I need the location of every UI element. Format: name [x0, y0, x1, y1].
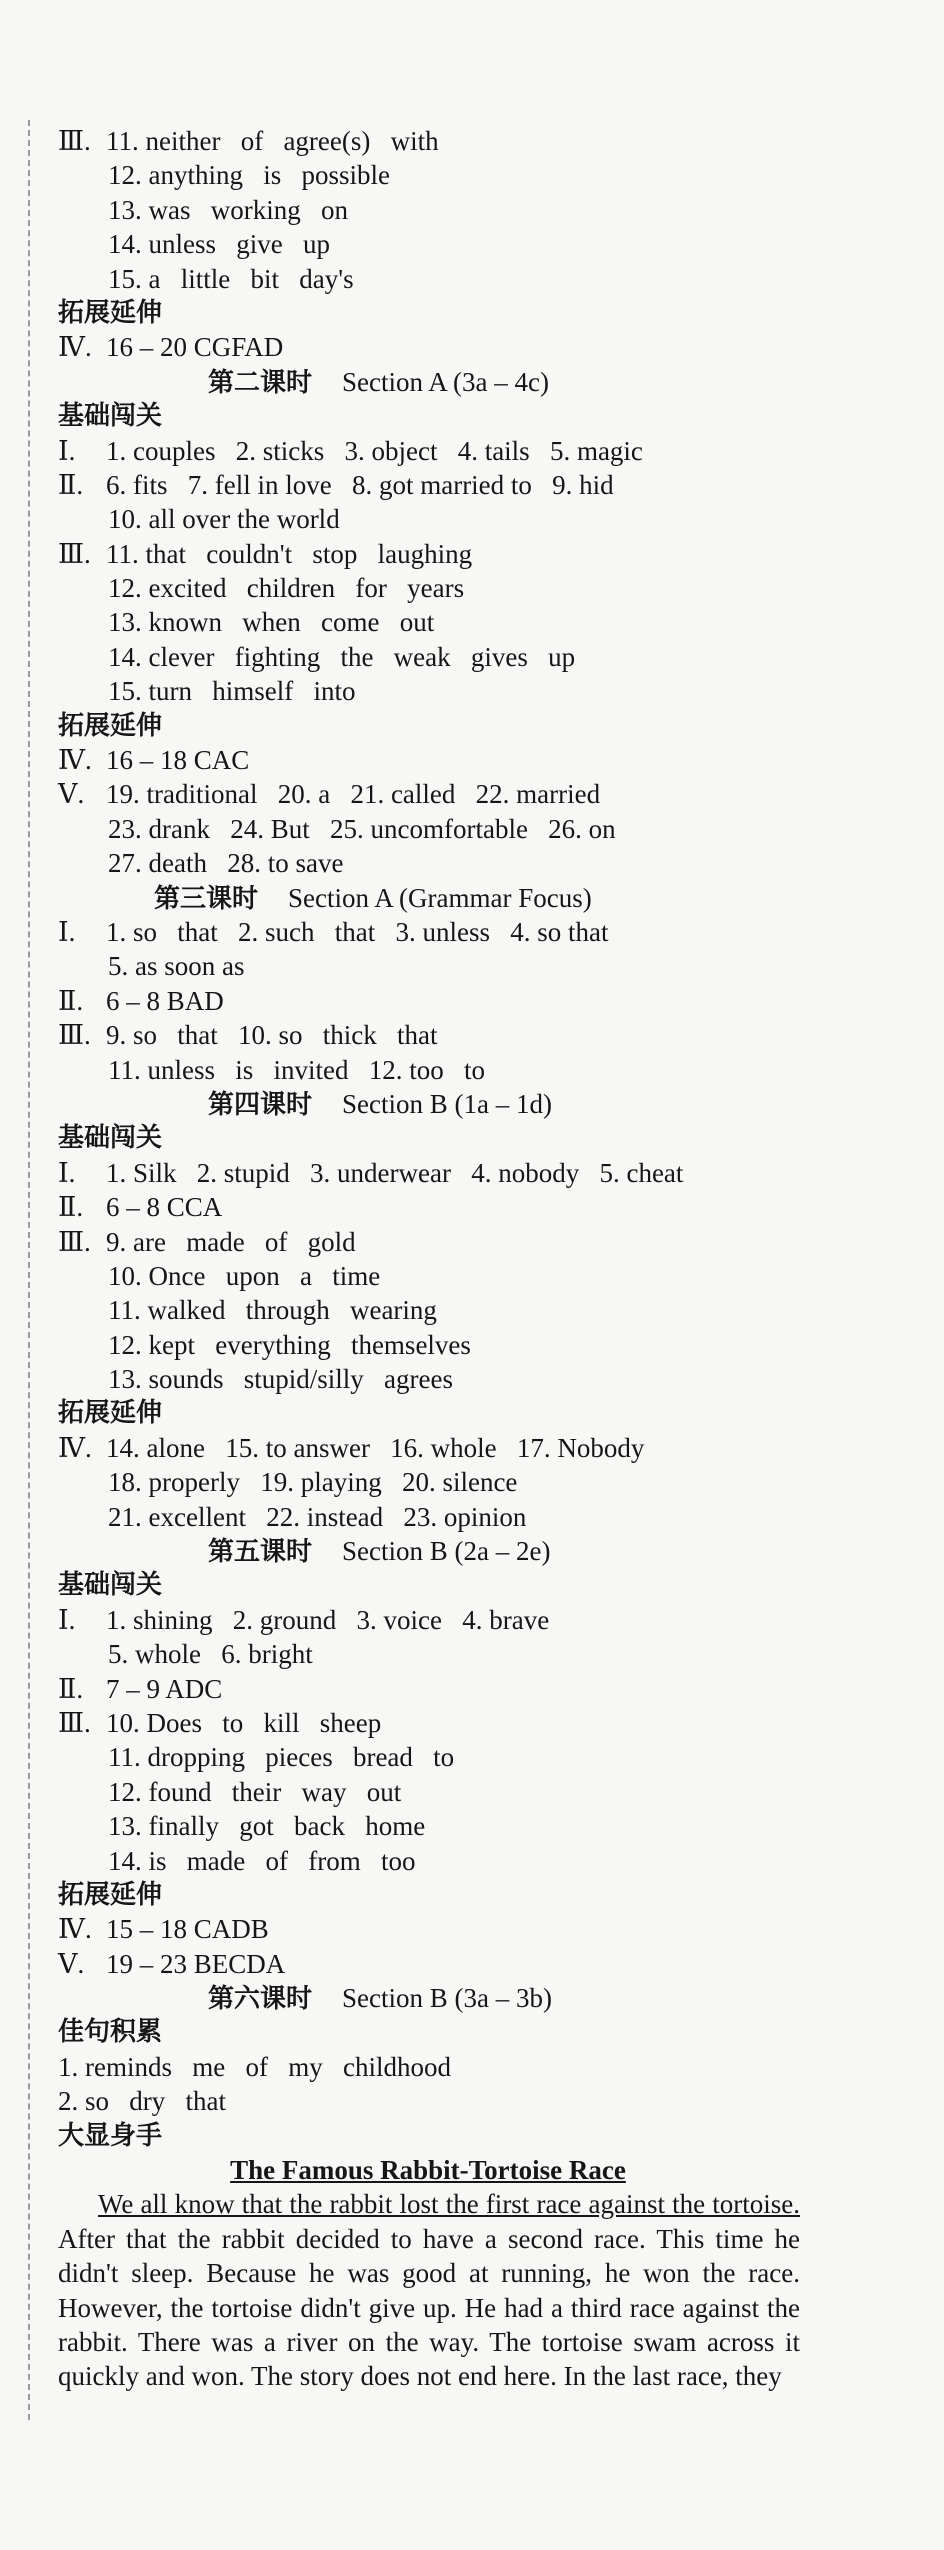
- answer-continuation: 21. excellent 22. instead 23. opinion: [108, 1501, 527, 1532]
- answer-continuation: 12. excited children for years: [108, 573, 465, 604]
- answer-item: [58, 1947, 818, 1981]
- answer-text: 6 – 8 BAD: [106, 985, 224, 1016]
- lesson-section: Section B (2a – 2e): [342, 1536, 551, 1567]
- answer-continuation: 13. sounds stupid/silly agrees: [108, 1364, 453, 1395]
- answer-continuation: 10. Once upon a time: [108, 1260, 381, 1291]
- answer-continuation: 12. anything is possible: [108, 160, 390, 191]
- answer-item: [58, 743, 818, 777]
- section-header: 拓展延伸: [58, 1398, 163, 1429]
- answer-line: 1. reminds me of my childhood: [58, 2051, 451, 2082]
- section-header: 拓展延伸: [58, 297, 163, 328]
- roman-numeral-label: Ⅱ.: [58, 985, 84, 1016]
- section-header: 基础闯关: [58, 1123, 163, 1154]
- answer-continuation: 5. as soon as: [108, 951, 245, 982]
- answer-text: 11. neither of agree(s) with: [106, 126, 439, 156]
- answer-item: [58, 1190, 818, 1224]
- roman-numeral-label: Ⅲ.: [58, 126, 91, 156]
- lesson-number: 第六课时: [208, 1984, 313, 2015]
- lesson-heading: [58, 1981, 818, 2015]
- answer-item: [58, 1672, 818, 1706]
- essay-underlined-sentence: We all know that the rabbit lost the first race against the tortoise.: [98, 2189, 800, 2220]
- answer-item: [58, 1912, 818, 1946]
- answer-text: 7 – 9 ADC: [106, 1673, 223, 1704]
- essay-title: The Famous Rabbit-Tortoise Race: [230, 2155, 626, 2186]
- answer-text: 19. traditional 20. a 21. called 22. married: [106, 779, 601, 810]
- answer-continuation: 13. known when come out: [108, 607, 435, 638]
- lesson-number: 第三课时: [154, 883, 259, 914]
- roman-numeral-label: Ⅴ.: [58, 779, 85, 810]
- section-header: 大显身手: [58, 2120, 163, 2151]
- answer-item: [58, 984, 818, 1018]
- answer-text: 10. Does to kill sheep: [106, 1707, 382, 1738]
- answer-line: 2. so dry that: [58, 2086, 226, 2117]
- roman-numeral-label: Ⅱ.: [58, 1192, 84, 1223]
- roman-numeral-label: Ⅲ.: [58, 1707, 91, 1738]
- answer-continuation: 14. is made of from too: [108, 1845, 416, 1876]
- answer-continuation: 13. was working on: [108, 194, 348, 225]
- answer-item: [58, 434, 818, 468]
- answer-item: [58, 777, 818, 811]
- answer-continuation: 5. whole 6. bright: [108, 1639, 313, 1670]
- answer-continuation: 15. turn himself into: [108, 676, 356, 707]
- answer-item: [58, 1431, 818, 1465]
- answer-text: 6. fits 7. fell in love 8. got married to 9. hid: [106, 469, 614, 500]
- answer-text: 1. Silk 2. stupid 3. underwear 4. nobody 5. cheat: [106, 1157, 684, 1188]
- roman-numeral-label: Ⅳ.: [58, 1432, 92, 1463]
- roman-numeral-label: Ⅰ.: [58, 916, 76, 947]
- roman-numeral-label: Ⅳ.: [58, 745, 92, 776]
- answer-text: 6 – 8 CCA: [106, 1192, 223, 1223]
- section-header: 拓展延伸: [58, 1879, 163, 1910]
- answer-text: 1. couples 2. sticks 3. object 4. tails 5. magic: [106, 435, 643, 466]
- answer-continuation: 12. found their way out: [108, 1776, 402, 1807]
- lesson-number: 第五课时: [208, 1537, 313, 1568]
- answer-item: [58, 1018, 818, 1052]
- roman-numeral-label: Ⅴ.: [58, 1948, 85, 1979]
- answer-text: 16 – 18 CAC: [106, 745, 250, 776]
- section-header: 拓展延伸: [58, 710, 163, 741]
- lesson-section: Section B (1a – 1d): [342, 1088, 552, 1119]
- lesson-heading: [58, 1087, 818, 1121]
- lesson-section: Section A (Grammar Focus): [288, 882, 592, 913]
- answer-continuation: 14. clever fighting the weak gives up: [108, 641, 576, 672]
- answer-item: [58, 537, 818, 571]
- roman-numeral-label: Ⅳ.: [58, 1914, 92, 1945]
- roman-numeral-label: Ⅲ.: [58, 1020, 91, 1051]
- roman-numeral-label: Ⅱ.: [58, 1673, 84, 1704]
- answer-continuation: 14. unless give up: [108, 229, 330, 260]
- section-header: 佳句积累: [58, 2017, 163, 2048]
- answer-item: [58, 468, 818, 502]
- answer-continuation: 11. dropping pieces bread to: [108, 1742, 455, 1773]
- section-header: 基础闯关: [58, 1570, 163, 1601]
- answer-content: [58, 124, 818, 2394]
- answer-continuation: 23. drank 24. But 25. uncomfortable 26. on: [108, 813, 616, 844]
- answer-text: 11. that couldn't stop laughing: [106, 538, 473, 569]
- lesson-number: 第二课时: [208, 367, 313, 398]
- answer-continuation: 27. death 28. to save: [108, 848, 344, 879]
- lesson-section: Section A (3a – 4c): [342, 366, 549, 397]
- roman-numeral-label: Ⅰ.: [58, 1157, 76, 1188]
- answer-continuation: 12. kept everything themselves: [108, 1329, 471, 1360]
- answer-text: 1. so that 2. such that 3. unless 4. so that: [106, 916, 609, 947]
- essay-body: [58, 2187, 800, 2393]
- lesson-heading: [58, 1534, 818, 1568]
- answer-item: [58, 1603, 818, 1637]
- answer-item: [58, 1156, 818, 1190]
- roman-numeral-label: Ⅲ.: [58, 538, 91, 569]
- answer-continuation: 15. a little bit day's: [108, 263, 354, 294]
- binding-dashed-line: [28, 120, 30, 2420]
- answer-text: 16 – 20 CGFAD: [106, 332, 284, 363]
- answer-text: 9. so that 10. so thick that: [106, 1020, 438, 1051]
- answer-item: [58, 330, 818, 364]
- answer-continuation: 13. finally got back home: [108, 1811, 426, 1842]
- answer-item: [58, 1225, 818, 1259]
- roman-numeral-label: Ⅳ.: [58, 332, 92, 363]
- roman-numeral-label: Ⅰ.: [58, 435, 76, 466]
- answer-continuation: 18. properly 19. playing 20. silence: [108, 1467, 518, 1498]
- answer-text: 14. alone 15. to answer 16. whole 17. Nobody: [106, 1432, 645, 1463]
- essay-text: After that the rabbit decided to have a second race. This time he didn't sleep. Because he was good at running, he won the race. However, the tortoise didn't give up. He had a third race against the rabbit. There was a river on the way. The tortoise swam across it quickly and won. The story does not end here. In the last race, they: [58, 2223, 800, 2392]
- answer-text: 9. are made of gold: [106, 1226, 356, 1257]
- lesson-heading: [58, 881, 818, 915]
- answer-item: [58, 915, 818, 949]
- answer-item: [58, 1706, 818, 1740]
- lesson-number: 第四课时: [208, 1089, 313, 1120]
- lesson-section: Section B (3a – 3b): [342, 1983, 552, 2014]
- answer-continuation: 11. walked through wearing: [108, 1295, 437, 1326]
- roman-numeral-label: Ⅰ.: [58, 1604, 76, 1635]
- answer-text: 15 – 18 CADB: [106, 1914, 269, 1945]
- roman-numeral-label: Ⅲ.: [58, 1226, 91, 1257]
- roman-numeral-label: Ⅱ.: [58, 469, 84, 500]
- answer-continuation: 10. all over the world: [108, 504, 340, 535]
- answer-text: 19 – 23 BECDA: [106, 1948, 286, 1979]
- answer-item: [58, 124, 818, 158]
- lesson-heading: [58, 365, 818, 399]
- section-header: 基础闯关: [58, 401, 163, 432]
- answer-continuation: 11. unless is invited 12. too to: [108, 1054, 485, 1085]
- answer-text: 1. shining 2. ground 3. voice 4. brave: [106, 1604, 550, 1635]
